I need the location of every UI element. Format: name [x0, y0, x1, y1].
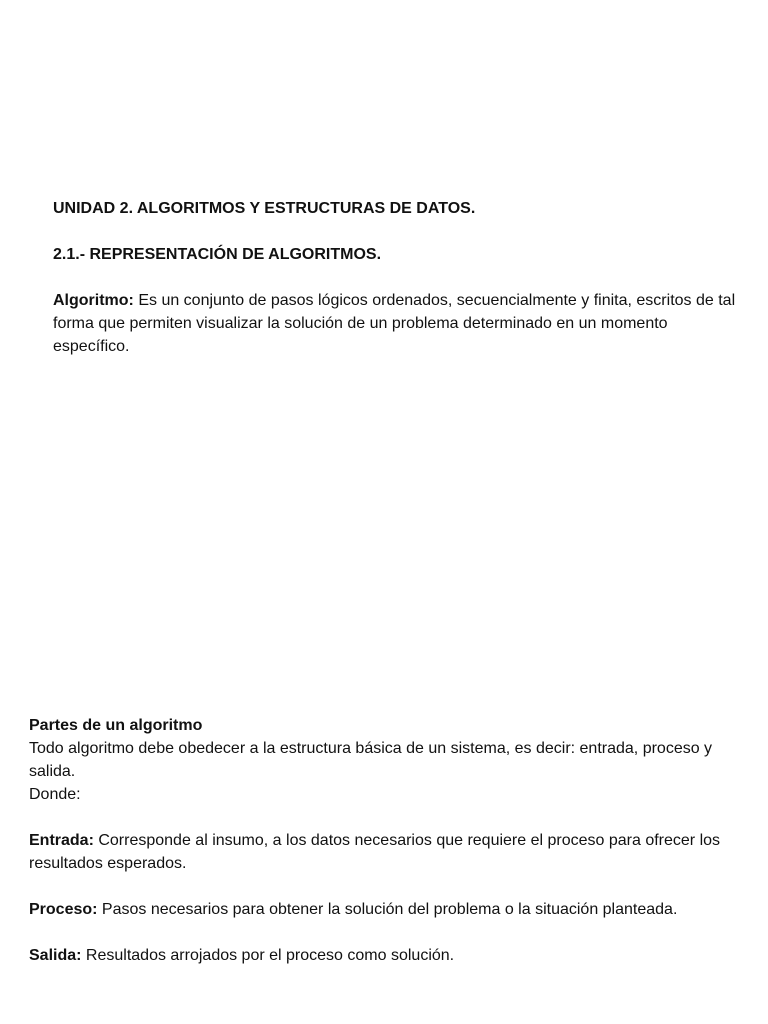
- section-title: 2.1.- REPRESENTACIÓN DE ALGORITMOS.: [53, 246, 382, 263]
- parts-heading: Partes de un algoritmo: [29, 717, 203, 734]
- salida-text: Resultados arrojados por el proceso como solución.: [81, 947, 455, 964]
- spacer: [29, 921, 729, 944]
- proceso-text: Pasos necesarios para obtener la solución del problema o la situación planteada.: [97, 901, 678, 918]
- unit-title: UNIDAD 2. ALGORITMOS Y ESTRUCTURAS DE DATOS.: [53, 200, 476, 217]
- spacer: [29, 806, 729, 829]
- parts-intro: Todo algoritmo debe obedecer a la estructura básica de un sistema, es decir: entrada, proceso y salida.: [29, 740, 713, 780]
- parts-section: [29, 714, 729, 967]
- entrada-paragraph: [29, 829, 729, 875]
- donde-label: Donde:: [29, 786, 81, 803]
- proceso-term: Proceso:: [29, 901, 98, 918]
- entrada-term: Entrada:: [29, 832, 94, 849]
- entrada-text: Corresponde al insumo, a los datos necesarios que requiere el proceso para ofrecer los resultados esperados.: [29, 832, 721, 872]
- definition-term: Algoritmo:: [53, 292, 134, 309]
- salida-paragraph: [29, 944, 729, 967]
- salida-term: Salida:: [29, 947, 82, 964]
- definition-text: Es un conjunto de pasos lógicos ordenados, secuencialmente y finita, escritos de tal forma que permiten visualizar la solución de un problema determinado en un momento específico.: [53, 292, 736, 355]
- proceso-paragraph: [29, 898, 729, 921]
- spacer: [29, 875, 729, 898]
- definition-paragraph: [53, 289, 743, 358]
